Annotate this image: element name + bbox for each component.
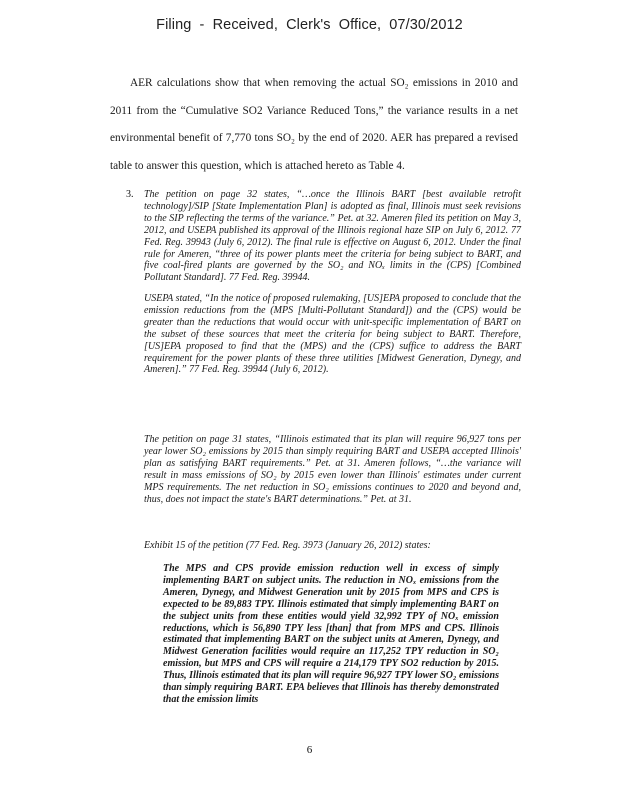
- filing-header: Filing - Received, Clerk's Office, 07/30/2012: [156, 17, 463, 33]
- item-paragraph-4: Exhibit 15 of the petition (77 Fed. Reg. 3973 (January 26, 2012) states:: [144, 540, 431, 551]
- item-paragraph-3: The petition on page 31 states, “Illinois estimated that its plan will require 96,927 tons per year lower SO₂ emissions by 2015 than simply requiring BART and USEPA accepted Illinois' plan as satisfying BART requirements.” Pet. at 31. Ameren follows, “…the variance will result in mass emissions of SO₂ by 2015 even lower than Illinois' estimates under current MPS requirements. The net reduction in SO₂ emissions continues to 2020 and beyond and, thus, does not impact the state's BART determinations.” Pet. at 31.: [144, 434, 521, 505]
- item-number: 3.: [126, 189, 134, 200]
- intro-paragraph: AER calculations show that when removing the actual SO₂ emissions in 2010 and 2011 from the “Cumulative SO2 Variance Reduced Tons,” the variance results in a net environmental benefit of 7,770 tons SO₂ by the end of 2020. AER has prepared a revised table to answer this question, which is attached hereto as Table 4.: [110, 77, 518, 172]
- item-paragraph-1: The petition on page 32 states, “…once the Illinois BART [best available retrofit technology]/SIP [State Implementation Plan] is adopted as final, Illinois must seek revisions to the SIP reflecting the terms of the variance.” Pet. at 32. Ameren filed its petition on May 3, 2012, and USEPA published its approval of the Illinois regional haze SIP on July 6, 2012. 77 Fed. Reg. 39943 (July 6, 2012). The final rule is effective on August 6, 2012. Under the final rule for Ameren, “three of its power plants meet the criteria for being subject to BART, and five coal-fired plants are governed by the SO₂ and NOₓ limits in the (CPS) [Combined Pollutant Standard]. 77 Fed. Reg. 39944.: [144, 189, 521, 284]
- block-quote: The MPS and CPS provide emission reduction well in excess of simply implementing BART on subject units. The reduction in NOₓ emissions from the Ameren, Dynegy, and Midwest Generation unit by 2015 from MPS and CPS is expected to be 89,883 TPY. Illinois estimated that simply implementing BART on the subject units from these entities would yield 32,992 TPY of NOₓ emission reductions, which is 56,890 TPY less [than] that from MPS and CPS. Illinois estimated that implementing BART on the subject units at Ameren, Dynegy, and Midwest Generation facilities would require an 117,252 TPY reduction in SO₂ emission, but MPS and CPS will require a 214,179 TPY SO2 reduction by 2015. Thus, Illinois estimated that its plan will require 96,927 TPY lower SO₂ emissions than simply requiring BART. EPA believes that Illinois has thereby demonstrated that the emission limits: [163, 563, 499, 705]
- item-paragraph-2: USEPA stated, “In the notice of proposed rulemaking, [US]EPA proposed to conclude that the emission reductions from the (MPS [Multi-Pollutant Standard]) and the (CPS) would be greater than the reductions that would occur with unit-specific implementation of BART on the subset of these sources that meet the criteria for being subject to BART. Therefore, [US]EPA proposed to find that the (MPS) and the (CPS) suffice to address the BART requirement for the power plants of these three utilities [Midwest Generation, Dynegy, and Ameren].” 77 Fed. Reg. 39944 (July 6, 2012).: [144, 293, 521, 376]
- page-number: 6: [306, 744, 313, 756]
